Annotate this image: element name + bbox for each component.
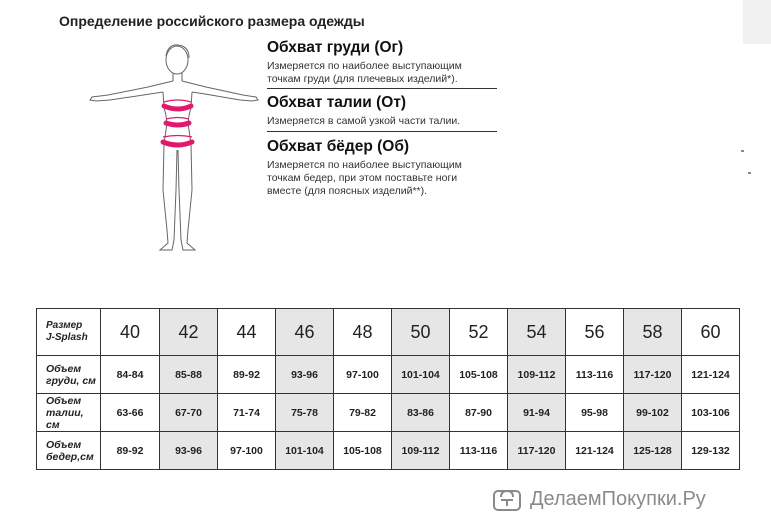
hips-measure-title: Обхват бёдер (Об)	[267, 138, 410, 155]
body-figure-illustration	[88, 40, 263, 270]
table-cell: 87-90	[450, 394, 508, 432]
table-cell: 109-112	[392, 432, 450, 470]
table-cell: 125-128	[624, 432, 682, 470]
dot-mark	[741, 150, 744, 152]
table-cell: 99-102	[624, 394, 682, 432]
size-header-cell: 40	[101, 309, 160, 356]
row-label-line: груди, см	[46, 374, 96, 387]
table-cell: 89-92	[101, 432, 160, 470]
row-label-line: Объем	[46, 438, 82, 451]
row-label-line: бедер,см	[46, 450, 94, 463]
table-cell: 97-100	[218, 432, 276, 470]
chest-measure-title: Обхват груди (Ог)	[267, 39, 404, 56]
row-label-hips	[37, 432, 101, 470]
chest-measure-description	[267, 60, 502, 86]
row-label-chest	[37, 356, 101, 394]
table-cell: 71-74	[218, 394, 276, 432]
row-label-line: Объем	[46, 394, 82, 407]
size-header-label	[37, 309, 101, 356]
table-cell: 117-120	[508, 432, 566, 470]
table-cell: 105-108	[334, 432, 392, 470]
size-header-cell: 60	[682, 309, 740, 356]
table-cell: 113-116	[450, 432, 508, 470]
row-label-line: талии, см	[46, 406, 84, 431]
header-label-line: J-Splash	[46, 332, 88, 343]
table-cell: 75-78	[276, 394, 334, 432]
table-cell: 91-94	[508, 394, 566, 432]
table-cell: 109-112	[508, 356, 566, 394]
size-header-cell: 48	[334, 309, 392, 356]
table-cell: 85-88	[160, 356, 218, 394]
table-cell: 101-104	[276, 432, 334, 470]
waist-desc-line: Измеряется в самой узкой части талии.	[267, 115, 461, 127]
dot-mark	[748, 172, 751, 174]
shopping-bag-icon	[492, 486, 522, 512]
table-cell: 97-100	[334, 356, 392, 394]
size-header-cell: 42	[160, 309, 218, 356]
row-label-waist	[37, 394, 101, 432]
table-cell: 105-108	[450, 356, 508, 394]
hips-measure-description	[267, 159, 502, 198]
table-cell: 95-98	[566, 394, 624, 432]
page-title: Определение российского размера одежды	[59, 13, 365, 29]
table-cell: 113-116	[566, 356, 624, 394]
size-header-cell: 54	[508, 309, 566, 356]
size-header-cell: 50	[392, 309, 450, 356]
table-cell: 93-96	[160, 432, 218, 470]
table-cell: 93-96	[276, 356, 334, 394]
table-cell: 101-104	[392, 356, 450, 394]
table-cell: 67-70	[160, 394, 218, 432]
table-cell: 79-82	[334, 394, 392, 432]
chest-measure-block	[267, 38, 502, 86]
chest-desc-line: точкам груди (для плечевых изделий*).	[267, 73, 458, 85]
size-header-cell: 52	[450, 309, 508, 356]
watermark-text: ДелаемПокупки.Ру	[530, 487, 706, 510]
hips-measure-block	[267, 137, 502, 198]
chest-desc-line: Измеряется по наиболее выступающим	[267, 60, 462, 72]
size-header-row	[37, 309, 740, 356]
header-label-line: Размер	[46, 320, 83, 331]
table-cell: 89-92	[218, 356, 276, 394]
table-row-waist	[37, 394, 740, 432]
waist-measure-block	[267, 93, 502, 128]
table-cell: 103-106	[682, 394, 740, 432]
table-cell: 121-124	[682, 356, 740, 394]
size-header-cell: 58	[624, 309, 682, 356]
waist-measure-title: Обхват талии (От)	[267, 94, 407, 111]
table-cell: 129-132	[682, 432, 740, 470]
size-header-cell: 44	[218, 309, 276, 356]
size-chart-table	[36, 308, 740, 470]
row-label-line: Объем	[46, 362, 82, 375]
table-row-hips	[37, 432, 740, 470]
waist-measure-description	[267, 115, 502, 128]
hips-desc-line: Измеряется по наиболее выступающим	[267, 159, 462, 171]
hips-desc-line: вместе (для поясных изделий**).	[267, 185, 428, 197]
site-watermark	[492, 485, 706, 513]
table-cell: 121-124	[566, 432, 624, 470]
corner-decoration	[743, 0, 771, 44]
divider	[267, 131, 497, 132]
table-cell: 84-84	[101, 356, 160, 394]
hips-desc-line: точкам бедер, при этом поставьте ноги	[267, 172, 458, 184]
table-cell: 83-86	[392, 394, 450, 432]
size-header-cell: 46	[276, 309, 334, 356]
size-header-cell: 56	[566, 309, 624, 356]
divider	[267, 88, 497, 89]
table-cell: 63-66	[101, 394, 160, 432]
table-cell: 117-120	[624, 356, 682, 394]
table-row-chest	[37, 356, 740, 394]
